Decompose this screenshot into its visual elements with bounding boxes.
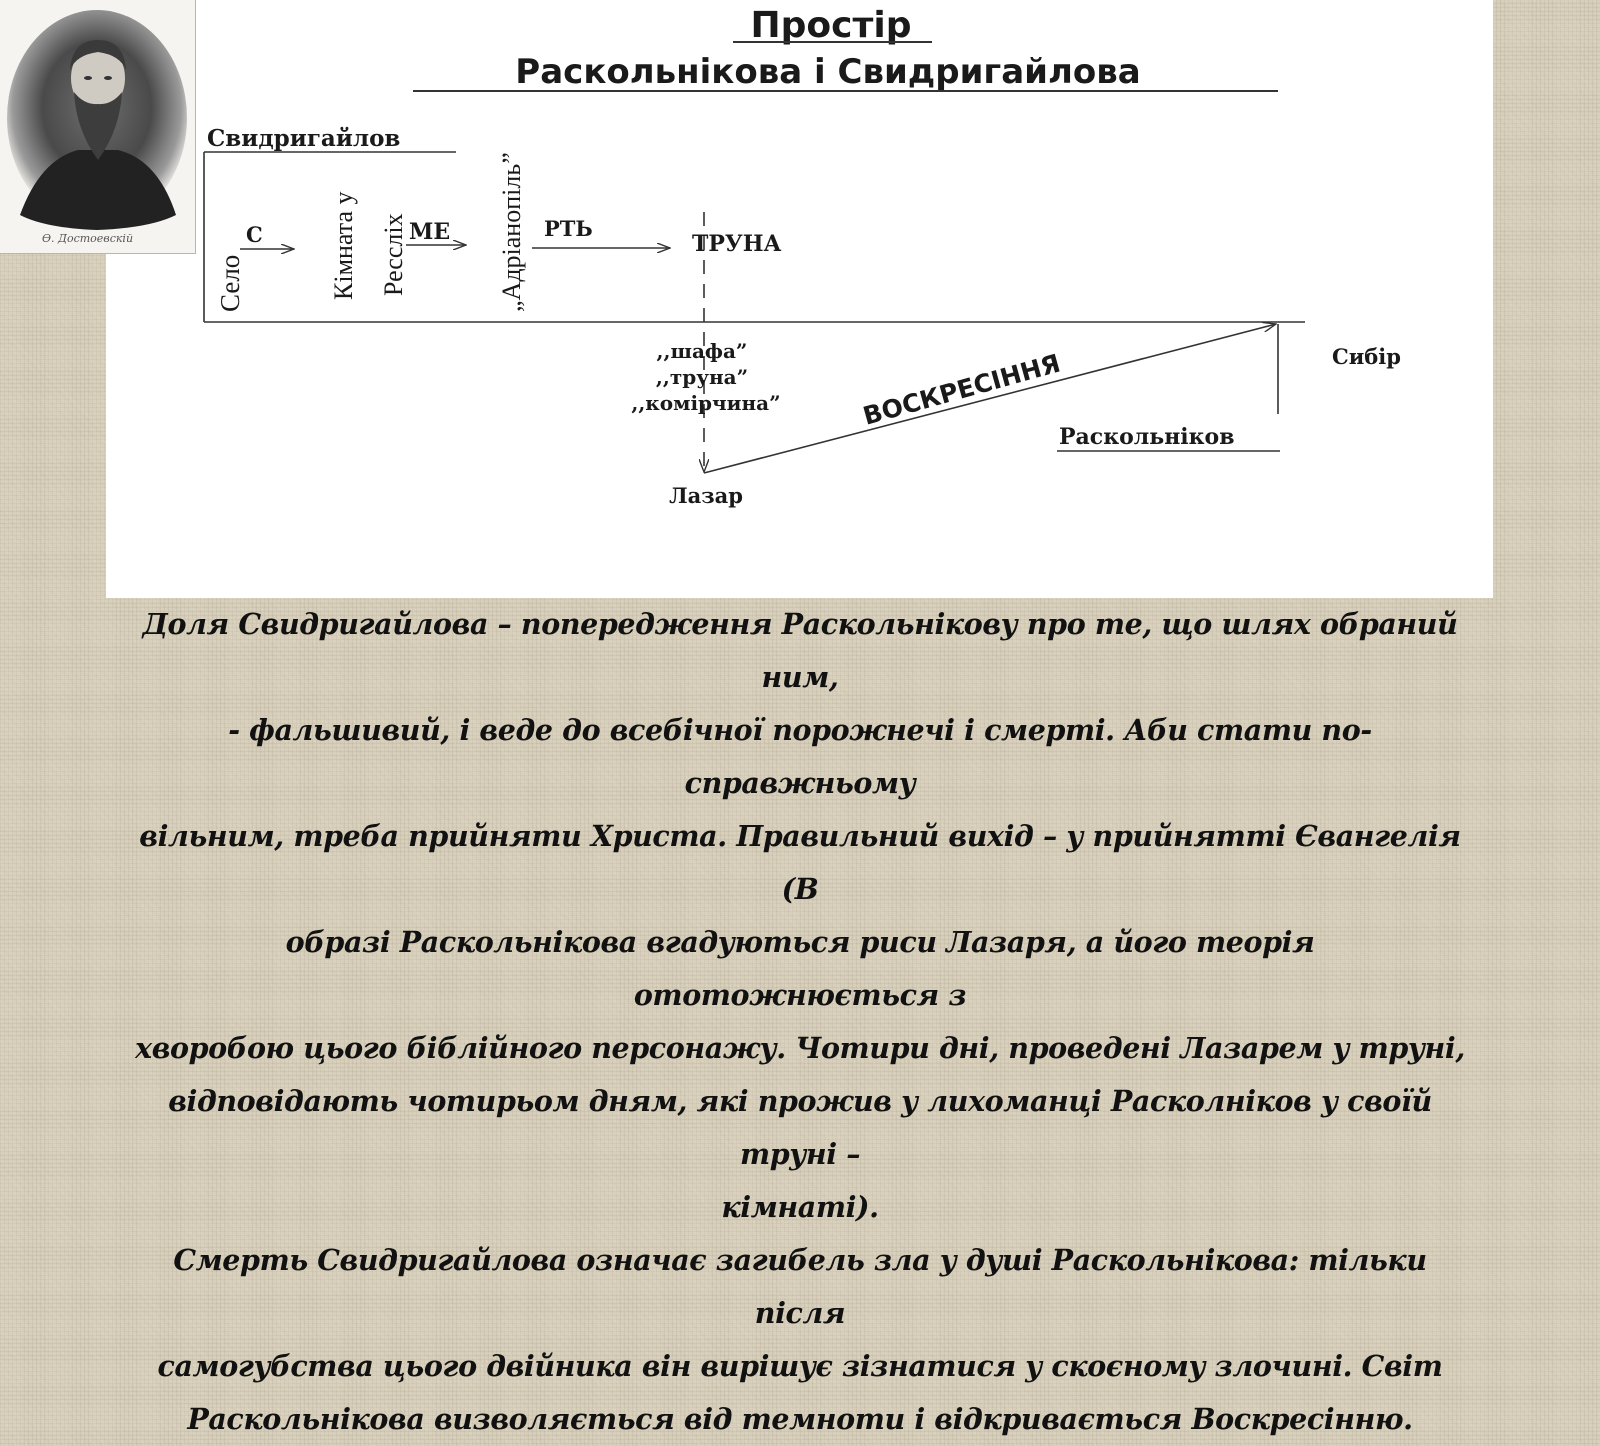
space-diagram xyxy=(106,0,1493,598)
adrianopil-label: „Адріанопіль” xyxy=(497,152,526,312)
komirchyna-label: ,,комірчина” xyxy=(631,391,781,415)
sybir-label: Сибір xyxy=(1332,344,1401,369)
raskolnikov-label: Раскольніков xyxy=(1059,424,1235,450)
kimnata-label-line1: Кімната у xyxy=(329,191,358,300)
lazar-label: Лазар xyxy=(669,483,743,508)
portrait-image xyxy=(0,0,195,253)
rt-label: РТЬ xyxy=(544,216,593,241)
diagram-title-line2: Раскольнікова і Свидригайлова xyxy=(515,52,1141,92)
body-text xyxy=(130,598,1470,1446)
voskresinnia-label: ВОСКРЕСІННЯ xyxy=(859,348,1064,431)
dostoevsky-portrait xyxy=(0,0,196,254)
selo-label: Село xyxy=(215,254,245,312)
paragraph-1: Доля Свидригайлова – попередження Раскольнікову про те, що шлях обраний ним, - фальшивий, і веде до всебічної порожнечі і смерті. Аби стати по-справжньому вільним, треба прийняти Христа. Правильний вихід – у прийнятті Євангелія (В образі Раскольнікова вгадуються риси Лазаря, а його теорія ототожнюється з хворобою цього біблійного персонажу. Чотири дні, проведені Лазарем у труні, відповідають чотирьом дням, які прожив у лихоманці Расколніков у своїй труні – кімнаті). xyxy=(135,607,1465,1224)
shafa-label: ,,шафа” xyxy=(656,339,748,363)
diagram-panel xyxy=(106,0,1493,598)
truna-label: ТРУНА xyxy=(692,231,782,257)
svidrigailov-label: Свидригайлов xyxy=(207,125,401,152)
truna-quote-label: ,,труна” xyxy=(655,365,749,389)
diagram-title-line1: Простір xyxy=(750,5,912,46)
paragraph-2: Смерть Свидригайлова означає загибель зла у душі Раскольнікова: тільки після самогубства цього двійника він вирішує зізнатися у скоєному злочині. Світ Раскольнікова визволяється від темноти і відкривається Воскресінню. xyxy=(157,1243,1443,1436)
me-label: МЕ xyxy=(409,219,451,245)
kimnata-label-line2: Ресслiх xyxy=(379,213,408,296)
s-label: С xyxy=(246,222,263,247)
portrait-signature: Ѳ. Достоевскій xyxy=(42,232,134,245)
